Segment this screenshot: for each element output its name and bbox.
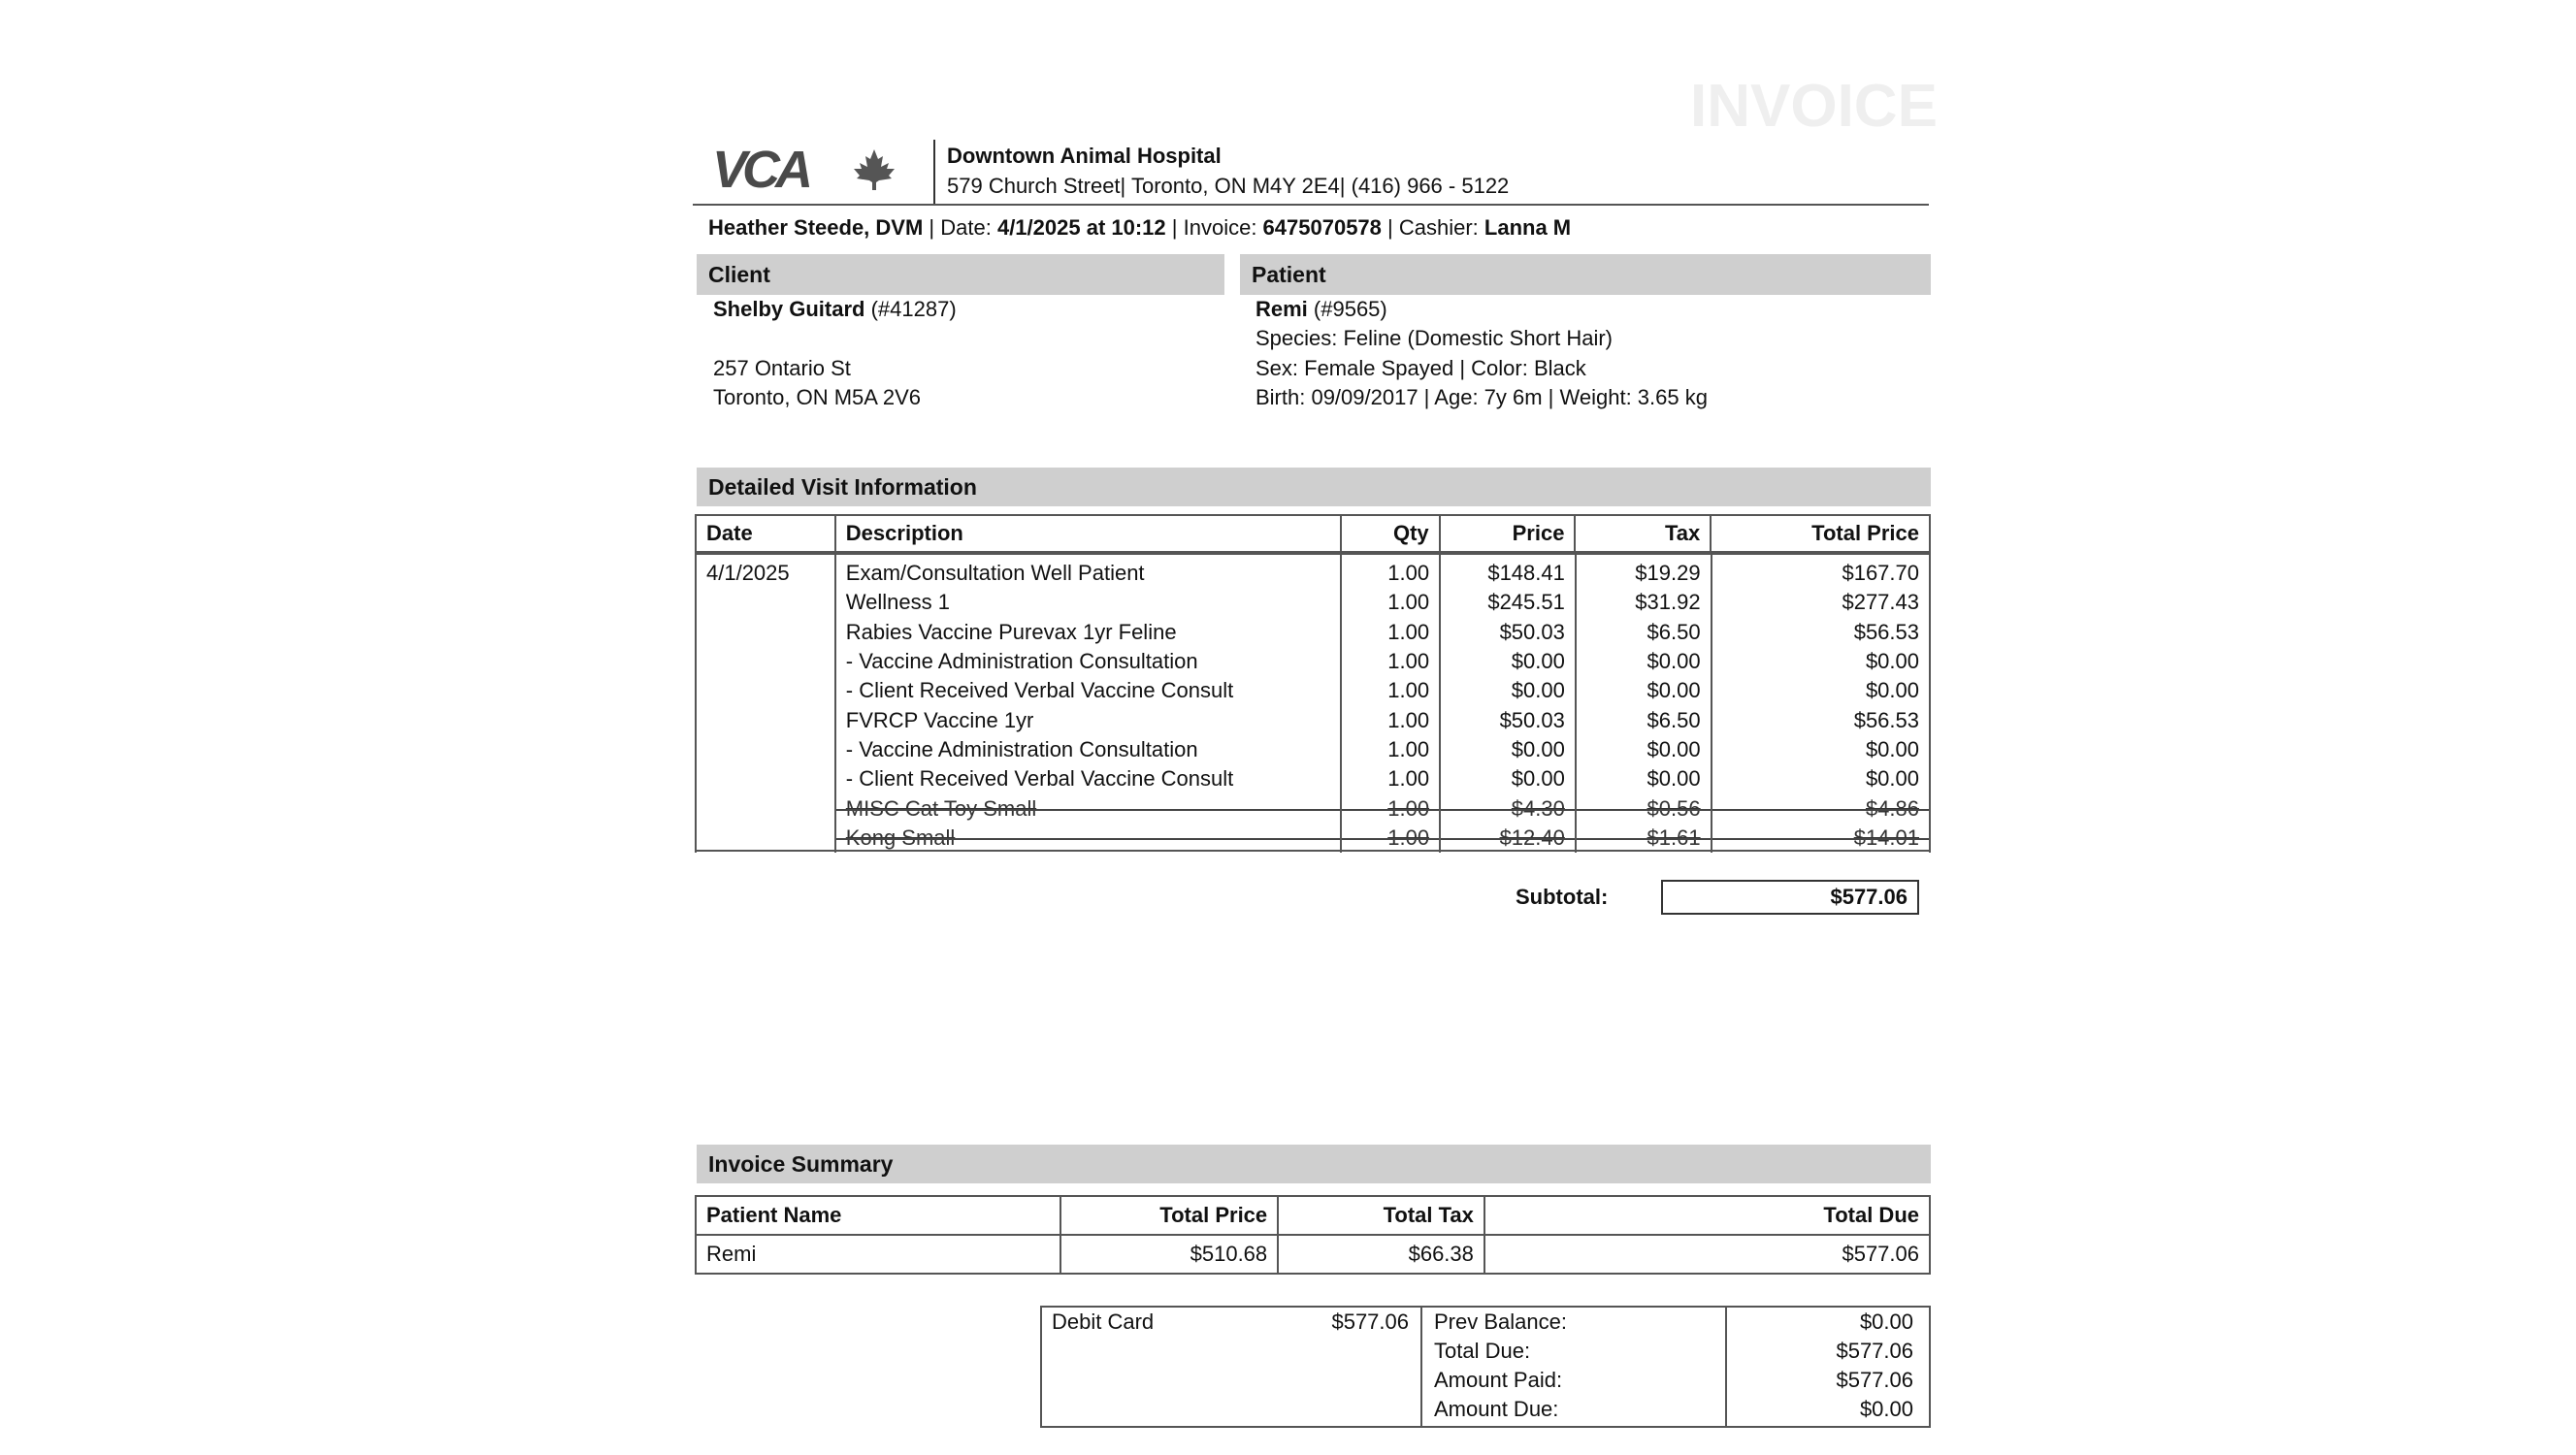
maple-leaf-icon xyxy=(850,147,898,192)
patient-name: Remi xyxy=(1255,297,1308,321)
visit-cell-tax xyxy=(1576,618,1712,647)
subtotal-label: Subtotal: xyxy=(1516,885,1609,909)
visit-desc-text: - Client Received Verbal Vaccine Consult xyxy=(845,678,1234,703)
visit-row xyxy=(696,588,1930,617)
visit-tax-text: $0.00 xyxy=(1647,678,1701,703)
client-name-line xyxy=(713,297,957,322)
payment-line-label: Total Due: xyxy=(1434,1339,1531,1363)
visit-total-text: $277.43 xyxy=(1842,590,1919,615)
payment-divider-1 xyxy=(1420,1306,1422,1426)
visit-total-text: $4.86 xyxy=(1865,795,1919,821)
visit-cell-price xyxy=(1440,824,1576,853)
invoice-watermark: INVOICE xyxy=(1690,73,1938,140)
visit-qty-text: 1.00 xyxy=(1387,766,1430,792)
visit-desc-text: MISC Cat Toy Small xyxy=(845,795,1037,821)
payment-method-amount: $577.06 xyxy=(1331,1310,1409,1334)
hospital-address: 579 Church Street| Toronto, ON M4Y 2E4| (416) 966 - 5122 xyxy=(947,174,1510,198)
visit-desc-text: Exam/Consultation Well Patient xyxy=(845,561,1145,586)
header-divider xyxy=(933,140,935,204)
invoice-meta xyxy=(708,215,1571,241)
visit-cell-total xyxy=(1712,793,1930,823)
date-label: Date: xyxy=(940,215,997,240)
patient-species: Species: Feline (Domestic Short Hair) xyxy=(1255,326,1614,350)
payment-line-label: Amount Due: xyxy=(1434,1397,1559,1421)
client-name: Shelby Guitard xyxy=(713,297,865,321)
patient-name-line xyxy=(1255,297,1387,322)
visit-qty-text: 1.00 xyxy=(1387,736,1430,761)
visit-row xyxy=(696,735,1930,764)
patient-heading: Patient xyxy=(1240,254,1931,295)
visit-qty-text: 1.00 xyxy=(1387,707,1430,732)
visit-cell-desc xyxy=(835,764,1341,793)
visit-tax-text: $0.00 xyxy=(1647,766,1701,792)
visit-cell-desc xyxy=(835,824,1341,853)
visit-row xyxy=(696,676,1930,705)
visit-cell-tax xyxy=(1576,676,1712,705)
payment-line-value: $0.00 xyxy=(1859,1397,1913,1421)
client-heading: Client xyxy=(697,254,1224,295)
visit-cell-qty xyxy=(1341,764,1440,793)
visit-total-text: $56.53 xyxy=(1853,619,1919,644)
visit-cell-desc xyxy=(835,793,1341,823)
payment-line-value: $577.06 xyxy=(1836,1339,1913,1363)
sep: | xyxy=(1165,215,1184,240)
visit-cell-date xyxy=(696,793,835,823)
header-rule xyxy=(693,204,1929,206)
col-description: Description xyxy=(835,515,1341,552)
visit-tax-text: $6.50 xyxy=(1647,707,1701,732)
visit-qty-text: 1.00 xyxy=(1387,795,1430,821)
visit-cell-date xyxy=(696,735,835,764)
visit-cell-price xyxy=(1440,647,1576,676)
summary-total-tax: $66.38 xyxy=(1278,1235,1484,1274)
visit-cell-qty xyxy=(1341,618,1440,647)
visit-desc-text: - Vaccine Administration Consultation xyxy=(845,649,1198,674)
date-value: 4/1/2025 at 10:12 xyxy=(996,215,1166,240)
visit-qty-text: 1.00 xyxy=(1387,561,1430,586)
visit-desc-text: Wellness 1 xyxy=(845,590,950,615)
invoice-number: 6475070578 xyxy=(1262,215,1382,240)
visit-cell-qty xyxy=(1341,555,1440,588)
visit-table-header xyxy=(695,514,1931,553)
visit-cell-desc xyxy=(835,588,1341,617)
visit-cell-date xyxy=(696,555,835,588)
visit-tax-text: $6.50 xyxy=(1647,619,1701,644)
visit-total-text: $0.00 xyxy=(1865,678,1919,703)
col-total-price: Total Price xyxy=(1711,515,1930,552)
visit-desc-text: Kong Small xyxy=(845,824,956,850)
patient-sex-color: Sex: Female Spayed | Color: Black xyxy=(1255,356,1586,380)
visit-tax-text: $19.29 xyxy=(1635,561,1701,586)
summary-total-price: $510.68 xyxy=(1060,1235,1278,1274)
invoice-label: Invoice: xyxy=(1183,215,1263,240)
visit-cell-tax xyxy=(1576,705,1712,734)
visit-cell-date xyxy=(696,705,835,734)
visit-cell-tax xyxy=(1576,824,1712,853)
visit-row xyxy=(696,824,1930,853)
patient-birth: Birth: 09/09/2017 | Age: 7y 6m | Weight: 3.65 kg xyxy=(1255,385,1708,409)
visit-cell-desc xyxy=(835,735,1341,764)
visit-desc-text: FVRCP Vaccine 1yr xyxy=(845,707,1034,732)
summary-col-total-price: Total Price xyxy=(1060,1196,1278,1235)
vca-logo xyxy=(712,141,809,199)
visit-row xyxy=(696,618,1930,647)
visit-cell-price xyxy=(1440,555,1576,588)
summary-patient: Remi xyxy=(696,1235,1060,1274)
visit-row xyxy=(696,764,1930,793)
visit-cell-qty xyxy=(1341,588,1440,617)
visit-cell-total xyxy=(1712,676,1930,705)
summary-col-patient: Patient Name xyxy=(696,1196,1060,1235)
visit-cell-qty xyxy=(1341,735,1440,764)
visit-heading: Detailed Visit Information xyxy=(697,468,1931,506)
visit-tax-text: $0.00 xyxy=(1647,736,1701,761)
visit-desc-text: - Client Received Verbal Vaccine Consult xyxy=(845,766,1234,792)
visit-tax-text: $0.00 xyxy=(1647,649,1701,674)
visit-cell-date xyxy=(696,764,835,793)
payment-method: Debit Card xyxy=(1052,1310,1155,1334)
summary-total-due: $577.06 xyxy=(1484,1235,1930,1274)
patient-id: (#9565) xyxy=(1307,297,1387,321)
summary-table xyxy=(695,1195,1931,1275)
visit-total-text: $56.53 xyxy=(1853,707,1919,732)
visit-price-text: $4.30 xyxy=(1511,795,1565,821)
sep: | xyxy=(923,215,941,240)
visit-cell-date xyxy=(696,824,835,853)
visit-cell-desc xyxy=(835,676,1341,705)
payment-divider-2 xyxy=(1725,1306,1727,1426)
visit-cell-date xyxy=(696,588,835,617)
visit-qty-text: 1.00 xyxy=(1387,678,1430,703)
col-price: Price xyxy=(1440,515,1576,552)
visit-cell-qty xyxy=(1341,647,1440,676)
visit-price-text: $0.00 xyxy=(1511,766,1565,792)
visit-cell-total xyxy=(1712,735,1930,764)
payment-line-label: Amount Paid: xyxy=(1434,1368,1563,1392)
visit-cell-date xyxy=(696,676,835,705)
visit-qty-text: 1.00 xyxy=(1387,619,1430,644)
visit-cell-total xyxy=(1712,705,1930,734)
visit-cell-price xyxy=(1440,618,1576,647)
visit-cell-tax xyxy=(1576,588,1712,617)
visit-row xyxy=(696,793,1930,823)
visit-qty-text: 1.00 xyxy=(1387,590,1430,615)
visit-cell-price xyxy=(1440,793,1576,823)
visit-cell-tax xyxy=(1576,793,1712,823)
visit-qty-text: 1.00 xyxy=(1387,824,1430,850)
visit-tax-text: $0.56 xyxy=(1647,795,1701,821)
visit-cell-desc xyxy=(835,705,1341,734)
client-id: (#41287) xyxy=(864,297,957,321)
visit-total-text: $14.01 xyxy=(1853,824,1919,850)
visit-cell-desc xyxy=(835,618,1341,647)
visit-total-text: $167.70 xyxy=(1842,561,1919,586)
visit-cell-tax xyxy=(1576,764,1712,793)
visit-cell-price xyxy=(1440,705,1576,734)
visit-desc-text: Rabies Vaccine Purevax 1yr Feline xyxy=(845,619,1177,644)
visit-cell-qty xyxy=(1341,676,1440,705)
visit-desc-text: - Vaccine Administration Consultation xyxy=(845,736,1198,761)
cashier-label: Cashier: xyxy=(1398,215,1484,240)
visit-cell-desc xyxy=(835,647,1341,676)
visit-row xyxy=(696,555,1930,588)
logo-text: VCA xyxy=(712,141,809,199)
visit-cell-desc xyxy=(835,555,1341,588)
visit-cell-qty xyxy=(1341,824,1440,853)
hospital-name: Downtown Animal Hospital xyxy=(947,144,1222,168)
visit-cell-qty xyxy=(1341,793,1440,823)
visit-cell-tax xyxy=(1576,735,1712,764)
visit-row xyxy=(696,647,1930,676)
client-city: Toronto, ON M5A 2V6 xyxy=(713,385,921,409)
visit-price-text: $12.40 xyxy=(1499,824,1565,850)
visit-cell-tax xyxy=(1576,647,1712,676)
visit-cell-total xyxy=(1712,588,1930,617)
visit-cell-date xyxy=(696,647,835,676)
cashier-name: Lanna M xyxy=(1484,215,1572,240)
visit-price-text: $50.03 xyxy=(1499,707,1565,732)
visit-total-text: $0.00 xyxy=(1865,766,1919,792)
client-street: 257 Ontario St xyxy=(713,356,851,380)
visit-tax-text: $31.92 xyxy=(1635,590,1701,615)
visit-cell-price xyxy=(1440,735,1576,764)
col-qty: Qty xyxy=(1341,515,1440,552)
visit-cell-date xyxy=(696,618,835,647)
payment-line-value: $577.06 xyxy=(1836,1368,1913,1392)
visit-qty-text: 1.00 xyxy=(1387,649,1430,674)
visit-row xyxy=(696,705,1930,734)
visit-table-body xyxy=(695,555,1931,853)
visit-cell-qty xyxy=(1341,705,1440,734)
visit-tax-text: $1.61 xyxy=(1647,824,1701,850)
vet-name: Heather Steede, DVM xyxy=(708,215,924,240)
visit-cell-tax xyxy=(1576,555,1712,588)
summary-heading: Invoice Summary xyxy=(697,1145,1931,1183)
visit-price-text: $148.41 xyxy=(1487,561,1565,586)
visit-price-text: $50.03 xyxy=(1499,619,1565,644)
payment-line-label: Prev Balance: xyxy=(1434,1310,1567,1334)
visit-cell-price xyxy=(1440,588,1576,617)
subtotal-value: $577.06 xyxy=(1661,880,1919,915)
visit-total-text: $0.00 xyxy=(1865,649,1919,674)
visit-price-text: $0.00 xyxy=(1511,736,1565,761)
visit-cell-total xyxy=(1712,555,1930,588)
visit-cell-total xyxy=(1712,647,1930,676)
visit-total-text: $0.00 xyxy=(1865,736,1919,761)
summary-col-total-tax: Total Tax xyxy=(1278,1196,1484,1235)
summary-col-total-due: Total Due xyxy=(1484,1196,1930,1235)
visit-cell-total xyxy=(1712,764,1930,793)
sep: | xyxy=(1381,215,1399,240)
col-tax: Tax xyxy=(1575,515,1711,552)
visit-cell-total xyxy=(1712,618,1930,647)
visit-date-text: 4/1/2025 xyxy=(706,561,790,586)
visit-price-text: $245.51 xyxy=(1487,590,1565,615)
visit-price-text: $0.00 xyxy=(1511,649,1565,674)
visit-price-text: $0.00 xyxy=(1511,678,1565,703)
visit-cell-price xyxy=(1440,764,1576,793)
payment-line-value: $0.00 xyxy=(1859,1310,1913,1334)
col-date: Date xyxy=(696,515,835,552)
visit-cell-price xyxy=(1440,676,1576,705)
visit-cell-total xyxy=(1712,824,1930,853)
